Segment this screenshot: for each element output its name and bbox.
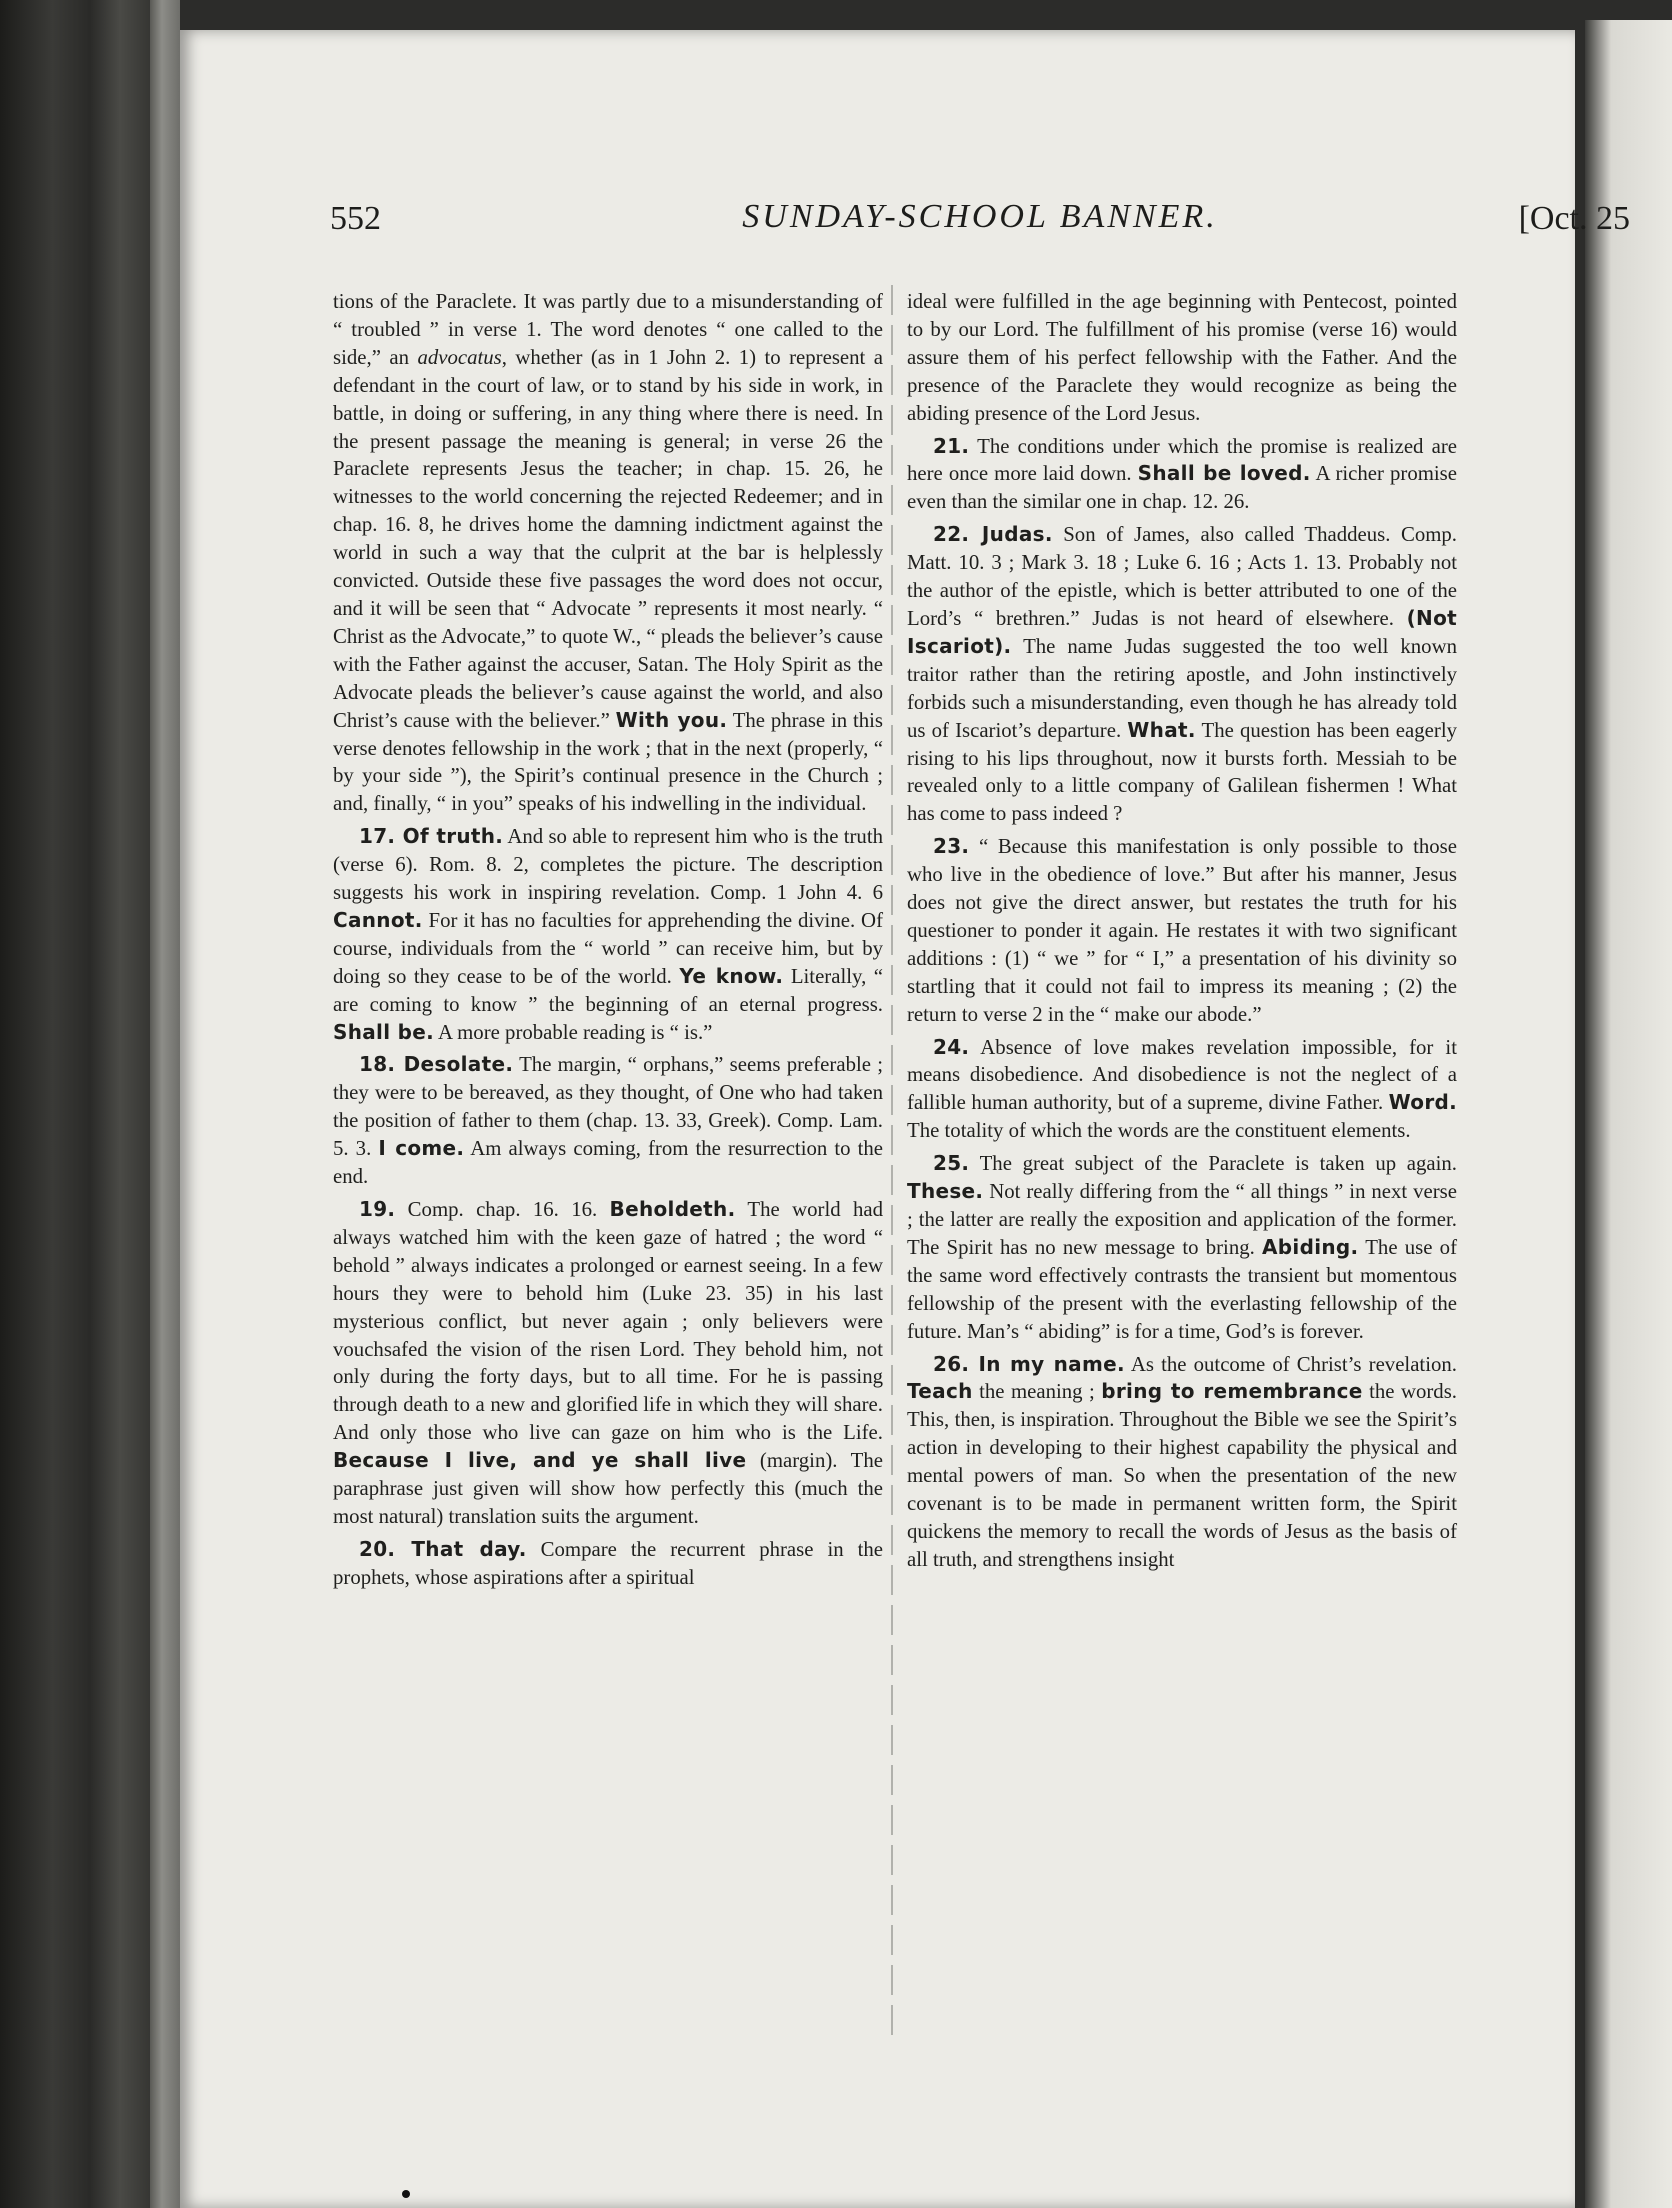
bold-term: Ye know. [679, 963, 784, 988]
bold-term: 26. In my name. [933, 1351, 1125, 1376]
text-run: tions of the Paraclete. It was partly due to a misunderstanding of “ troubled ” in verse 1. The word denotes “ one called to the side,” an [333, 290, 883, 369]
bold-term: Shall be. [333, 1019, 434, 1044]
page-number: 552 [330, 200, 381, 237]
text-run: And so able to represent him who is the truth (verse 6). Rom. 8. 2, completes the picture. The description suggests his work in inspiring revelation. Comp. 1 John 4. 6 [333, 825, 883, 905]
text-run: The great subject of the Paraclete is taken up again. [969, 1152, 1457, 1176]
issue-date: [Oct. 25 [1518, 200, 1630, 237]
bold-term: 17. Of truth. [359, 824, 504, 849]
left-column [333, 288, 883, 1597]
adjacent-page-edge [1585, 20, 1672, 2208]
paragraph [333, 288, 883, 818]
running-title: SUNDAY-SCHOOL BANNER. [742, 198, 1218, 235]
paragraph [907, 1034, 1457, 1146]
text-run: A more probable reading is “ is.” [434, 1020, 713, 1044]
text-run: For it has no faculties for apprehending the divine. Of course, individuals from the “ world ” can receive him, but by doing so they cease to be of the world. [333, 908, 883, 988]
bold-term: Cannot. [333, 907, 423, 932]
text-run: (margin). The paraphrase just given will show how perfectly this (much the most natural) translation suits the argument. [333, 1449, 883, 1528]
book-page [180, 30, 1630, 2208]
text-run: , whether (as in 1 John 2. 1) to represent a defendant in the court of law, or to stand by his side in work, in battle, in doing or suffering, in any thing where there is need. In the present passage the meaning is general; in verse 26 the Paraclete represents Jesus the teacher; in chap. 15. 26, he witnesses to the world concerning the rejected Redeemer; and in chap. 16. 8, he drives home the damning indictment against the world in such a way that the culprit at the bar is helplessly convicted. Outside these five passages the word does not occur, and it will be seen that “ Advocate ” represents it most nearly. “ Christ as the Advocate,” to quote W., “ pleads the believer’s cause with the Father against the accuser, Satan. The Holy Spirit as the Advocate pleads the believer’s cause against the world, and also Christ’s cause with the believer.” [333, 345, 883, 732]
text-run: As the outcome of Christ’s revelation. [1124, 1352, 1457, 1376]
bold-term: 20. That day. [359, 1536, 527, 1561]
text-run: Not really differing from the “ all things ” in next verse ; the latter are really the exposition and application of the former. The Spirit has no new message to bring. [907, 1180, 1457, 1259]
paragraph [907, 521, 1457, 828]
bold-term: (Not Iscariot). [907, 605, 1457, 658]
paragraph [907, 1150, 1457, 1345]
text-run: The phrase in this verse denotes fellowship in the work ; that in the next (properly, “ by your side ”), the Spirit’s continual presence in the Church ; and, finally, “ in you” speaks of his indwelling in the individual. [333, 708, 884, 816]
page-stack-edge [150, 0, 180, 2208]
paragraph [907, 288, 1457, 428]
paragraph [907, 1351, 1457, 1574]
text-run: The use of the same word effectively contrasts the transient but momentous fellowship of the present with the everlasting fellowship of the future. Man’s “ abiding” is for a time, God’s is forever. [907, 1235, 1457, 1343]
bold-term: 24. [933, 1034, 970, 1059]
text-run: The totality of which the words are the constituent elements. [907, 1119, 1411, 1143]
italic-term: advocatus [417, 345, 502, 369]
bold-term: I come. [378, 1136, 465, 1161]
text-run: The name Judas suggested the too well known traitor rather than the retiring apostle, and John instinctively forbids such a misunderstanding, even though he has already told us of Iscariot’s departure. [907, 634, 1457, 742]
text-run: Comp. chap. 16. 16. [395, 1198, 610, 1221]
bold-term: Because I live, and ye shall live [333, 1448, 747, 1473]
text-run: the words. This, then, is inspiration. Throughout the Bible we see the Spirit’s action in developing to their highest capability the physical and mental powers of man. So when the presentation of the new covenant is to be made in permanent written form, the Spirit quickens the memory to recall the words of Jesus as the basis of all truth, and strengthens insight [907, 1380, 1458, 1571]
paragraph [333, 1051, 883, 1191]
bold-term: What. [1127, 717, 1196, 742]
page-header [330, 190, 1630, 260]
bold-term: 22. Judas. [933, 522, 1053, 547]
book-spine [0, 0, 150, 2208]
bold-term: 19. [359, 1197, 396, 1221]
binding-mark [402, 2190, 410, 2198]
text-run: The conditions under which the promise is realized are here once more laid down. [907, 434, 1457, 486]
text-run: Compare the recurrent phrase in the prophets, whose aspirations after a spiritual [333, 1537, 883, 1589]
right-column [907, 288, 1457, 1579]
text-run: “ Because this manifestation is only possible to those who live in the obedience of love.” But after his manner, Jesus does not give the direct answer, but restates the truth for his questioner to ponder it again. He restates it with two significant additions : (1) “ we ” for “ I,” a presentation of his divinity so startling that it could not fail to impress its meaning ; (2) the return to verse 2 in the “ make our abode.” [907, 835, 1457, 1026]
paragraph [907, 833, 1457, 1028]
paragraph [333, 823, 883, 1046]
bold-term: These. [907, 1179, 984, 1204]
text-run: The margin, “ orphans,” seems preferable ; they were to be bereaved, as they thought, of One who had taken the position of father to them (chap. 13. 33, Greek). Comp. Lam. 5. 3. [333, 1053, 883, 1161]
text-run: The question has been eagerly rising to his lips throughout, now it bursts forth. Messiah to be revealed only to a little company of Galilean fishermen ! What has come to pass indeed ? [907, 718, 1458, 826]
bold-term: Abiding. [1262, 1234, 1359, 1259]
bold-term: Shall be loved. [1137, 461, 1311, 486]
bold-term: 18. Desolate. [359, 1052, 514, 1077]
bold-term: Beholdeth. [609, 1197, 736, 1221]
text-run: Literally, “ are coming to know ” the beginning of an eternal progress. [333, 964, 883, 1016]
text-run: Son of James, also called Thaddeus. Comp. Matt. 10. 3 ; Mark 3. 18 ; Luke 6. 16 ; Acts 1. 13. Probably not the author of the epistle, which is better attributed to one of the Lord’s “ brethren.” Judas is not heard of elsewhere. [907, 523, 1457, 630]
column-divider [891, 285, 893, 2045]
text-run: the meaning ; [972, 1380, 1102, 1404]
paragraph [333, 1536, 883, 1592]
bold-term: bring to remembrance [1101, 1379, 1363, 1404]
bold-term: 23. [933, 834, 970, 859]
text-run: Am always coming, from the resurrection to the end. [333, 1137, 884, 1189]
text-run: A richer promise even than the similar one in chap. 12. 26. [907, 462, 1457, 514]
paragraph [333, 1196, 883, 1531]
text-run: Absence of love makes revelation impossible, for it means disobedience. And disobedience is not the neglect of a fallible human authority, but of a supreme, divine Father. [907, 1035, 1457, 1115]
paragraph [907, 433, 1457, 517]
text-run: The world had always watched him with the keen gaze of hatred ; the word “ behold ” always indicates a prolonged or earnest seeing. In a few hours they were to behold him (Luke 23. 35) in his last mysterious conflict, but never again ; only believers were vouchsafed the vision of the risen Lord. They behold him, not only during the forty days, but to all time. For he is passing through death to a new and glorified life in which they will share. And only those who live can gaze on him who is the Life. [333, 1198, 883, 1445]
bold-term: With you. [615, 707, 728, 732]
bold-term: 21. [933, 433, 970, 458]
bold-term: Teach [907, 1379, 973, 1404]
bold-term: Word. [1388, 1090, 1457, 1115]
bold-term: 25. [933, 1151, 970, 1176]
text-run: ideal were fulfilled in the age beginning with Pentecost, pointed to by our Lord. The fulfillment of his promise (verse 16) would assure them of his perfect fellowship with the Father. And the presence of the Paraclete they would recognize as being the abiding presence of the Lord Jesus. [907, 290, 1457, 425]
